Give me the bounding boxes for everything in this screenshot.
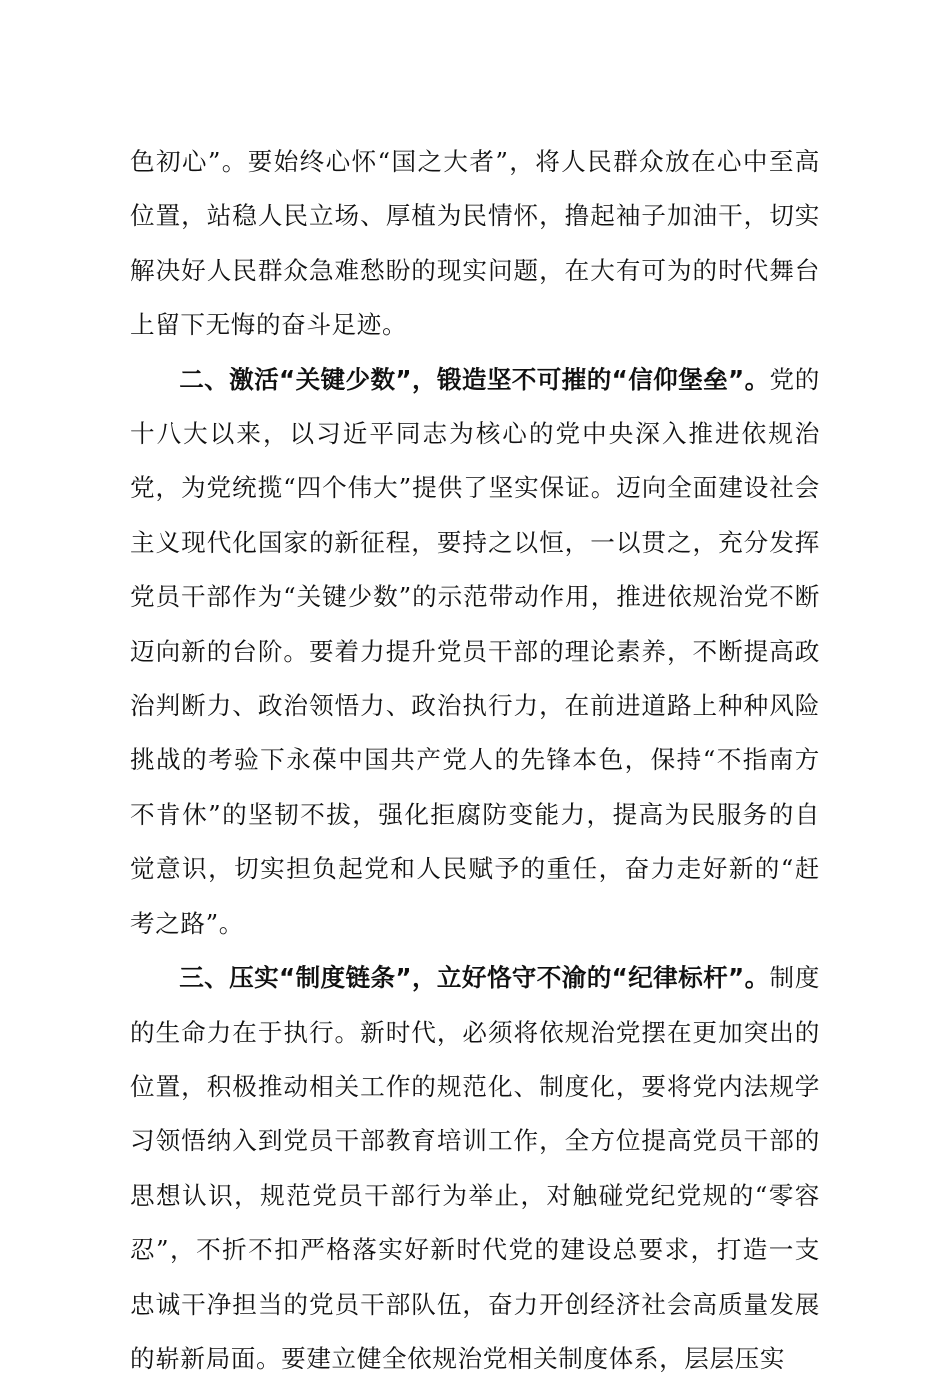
paragraph-1 — [130, 135, 820, 353]
section-3-heading: 三、压实“制度链条”，立好恪守不渝的“纪律标杆”。 — [179, 963, 770, 993]
paragraph-1-text: 色初心”。要始终心怀“国之大者”，将人民群众放在心中至高位置，站稳人民立场、厚植为民情怀，撸起袖子加油干，切实解决好人民群众急难愁盼的现实问题，在大有可为的时代舞台上留下无悔的奋斗足迹。 — [130, 147, 820, 340]
paragraph-3 — [130, 951, 820, 1386]
document-body — [130, 135, 820, 1386]
paragraph-3-text: 制度的生命力在于执行。新时代，必须将依规治党摆在更加突出的位置，积极推动相关工作的规范化、制度化，要将党内法规学习领悟纳入到党员干部教育培训工作，全方位提高党员干部的思想认识，规范党员干部行为举止，对触碰党纪党规的“零容忍”，不折不扣严格落实好新时代党的建设总要求，打造一支忠诚干净担当的党员干部队伍，奋力开创经济社会高质量发展的崭新局面。要建立健全依规治党相关制度体系，层层压实 — [130, 963, 821, 1373]
paragraph-2-text: 党的十八大以来，以习近平同志为核心的党中央深入推进依规治党，为党统揽“四个伟大”提供了坚实保证。迈向全面建设社会主义现代化国家的新征程，要持之以恒，一以贯之，充分发挥党员干部作为“关键少数”的示范带动作用，推进依规治党不断迈向新的台阶。要着力提升党员干部的理论素养，不断提高政治判断力、政治领悟力、政治执行力，在前进道路上种种风险挑战的考验下永葆中国共产党人的先锋本色，保持“不指南方不肯休”的坚韧不拔，强化拒腐防变能力，提高为民服务的自觉意识，切实担负起党和人民赋予的重任，奋力走好新的“赶考之路”。 — [130, 364, 821, 938]
section-2-heading: 二、激活“关键少数”，锻造坚不可摧的“信仰堡垒”。 — [179, 364, 770, 394]
paragraph-2 — [130, 353, 820, 951]
